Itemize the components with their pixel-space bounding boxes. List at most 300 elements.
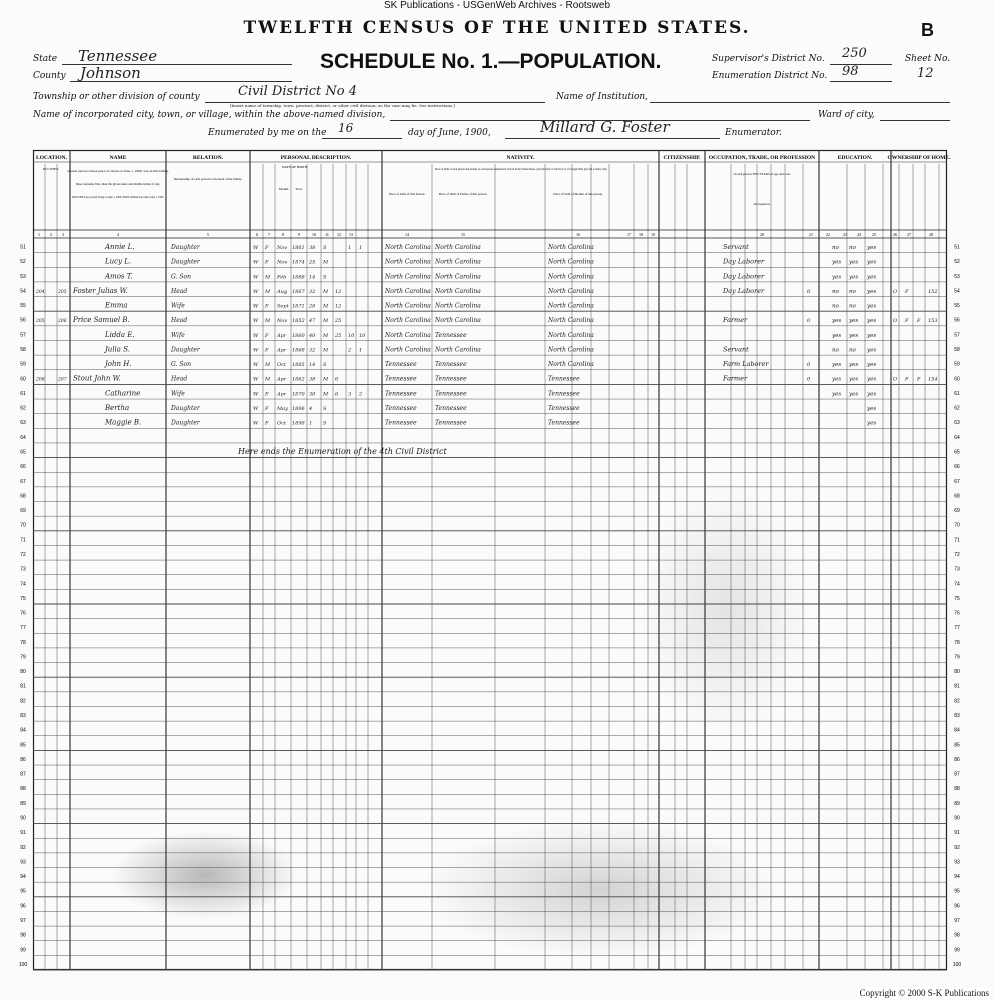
line-number-left: 59 xyxy=(20,361,26,368)
group-heading-relation: RELATION. xyxy=(192,155,224,161)
line-number-left: 55 xyxy=(20,303,26,310)
birth-year: 1871 xyxy=(292,303,305,310)
can-write: yes xyxy=(849,332,859,339)
marital-status: M xyxy=(323,376,329,383)
column-number: 23 xyxy=(843,232,847,237)
person-age: 32 xyxy=(309,288,316,295)
person-color: W xyxy=(253,362,259,369)
speaks-english: yes xyxy=(867,318,877,325)
enumerator-label: Enumerator. xyxy=(725,128,782,138)
person-name: Lidda E. xyxy=(105,330,135,339)
father-birth-place: Tennessee xyxy=(435,375,467,383)
ward-line xyxy=(880,120,950,121)
birth-month: Nov xyxy=(277,259,288,266)
column-number: 11 xyxy=(325,232,329,237)
family-number: 207 xyxy=(58,377,67,383)
children-living: 1 xyxy=(359,347,363,354)
line-number-left: 74 xyxy=(20,581,26,588)
dwelling-number: 206 xyxy=(36,377,45,383)
line-number-left: 100 xyxy=(18,961,28,968)
years-married: 25 xyxy=(335,332,342,339)
person-color: W xyxy=(253,288,259,295)
person-color: W xyxy=(253,347,259,354)
line-number-left: 78 xyxy=(20,639,26,646)
free-or-mortgaged: F xyxy=(905,376,909,383)
line-number-left: 90 xyxy=(20,815,26,822)
month-note: Month. xyxy=(278,187,290,191)
occupation: Farm Laborer xyxy=(723,360,769,369)
mother-birth-place: Tennessee xyxy=(548,419,580,427)
line-number-right: 92 xyxy=(954,844,960,851)
person-name: Lucy L. xyxy=(105,257,132,266)
can-write: yes xyxy=(849,362,859,369)
birth-year: 1885 xyxy=(292,362,305,369)
can-read: yes xyxy=(832,318,842,325)
line-number-left: 72 xyxy=(20,551,26,558)
line-number-right: 66 xyxy=(954,464,960,471)
column-number: 3 xyxy=(62,232,64,237)
group-heading-location: LOCATION. xyxy=(36,155,67,161)
line-number-right: 70 xyxy=(954,522,960,529)
years-married: 6 xyxy=(335,376,339,383)
in-cities-note: IN CITIES. xyxy=(42,167,60,171)
person-age: 1 xyxy=(309,420,313,427)
birth-place: North Carolina xyxy=(385,317,431,325)
person-name: Maggie B. xyxy=(105,418,142,427)
line-number-right: 85 xyxy=(954,742,960,749)
mother-birth-place: North Carolina xyxy=(548,287,594,295)
column-number: 8 xyxy=(282,232,284,237)
mother-of: 3 xyxy=(348,391,352,398)
mother-birth-place: North Carolina xyxy=(548,317,594,325)
enumerated-day: 16 xyxy=(338,121,354,135)
column-number: 10 xyxy=(312,232,316,237)
person-age: 38 xyxy=(309,244,316,251)
line-number-left: 91 xyxy=(20,830,26,837)
home-owned: O xyxy=(893,288,898,295)
person-name: Annie L. xyxy=(105,242,135,251)
line-number-right: 90 xyxy=(954,815,960,822)
line-number-left: 99 xyxy=(20,947,26,954)
birth-place: North Carolina xyxy=(385,258,431,266)
line-number-right: 58 xyxy=(954,347,960,354)
marital-status: M xyxy=(323,318,329,325)
line-number-right: 75 xyxy=(954,595,960,602)
line-number-right: 87 xyxy=(954,771,960,778)
birth-place: Tennessee xyxy=(385,390,417,398)
line-number-left: 85 xyxy=(20,742,26,749)
column-number: 26 xyxy=(893,232,897,237)
person-sex: F xyxy=(265,347,269,354)
free-or-mortgaged: F xyxy=(905,288,909,295)
column-number: 16 xyxy=(576,232,580,237)
person-relation: Wife xyxy=(171,390,185,398)
day-line xyxy=(322,138,402,139)
line-number-left: 92 xyxy=(20,844,26,851)
father-birth-place: Tennessee xyxy=(435,405,467,413)
person-age: 38 xyxy=(309,376,316,383)
line-number-left: 83 xyxy=(20,713,26,720)
line-number-right: 93 xyxy=(954,859,960,866)
line-number-left: 58 xyxy=(20,347,26,354)
marital-status: M xyxy=(323,288,329,295)
line-number-left: 56 xyxy=(20,317,26,324)
line-number-right: 63 xyxy=(954,420,960,427)
column-number: 5 xyxy=(207,232,209,237)
line-number-right: 62 xyxy=(954,405,960,412)
mother-birth-place: Tennessee xyxy=(548,405,580,413)
mother-birth-place: North Carolina xyxy=(548,243,594,251)
person-name: Foster Julias W. xyxy=(73,286,128,295)
birth-year: 1868 xyxy=(292,347,305,354)
birth-father-note: Place of birth of Father of this person. xyxy=(438,192,488,196)
farm-schedule: 154 xyxy=(928,376,938,383)
months-unemployed: 0 xyxy=(807,288,811,295)
line-number-right: 82 xyxy=(954,698,960,705)
person-sex: M xyxy=(265,288,271,295)
person-color: W xyxy=(253,274,259,281)
line-number-right: 57 xyxy=(954,332,960,339)
water-stain-2 xyxy=(420,820,780,960)
can-read: yes xyxy=(832,362,842,369)
sheet-letter: B xyxy=(921,20,934,40)
line-number-right: 68 xyxy=(954,493,960,500)
birth-month: May xyxy=(277,406,288,413)
line-number-left: 57 xyxy=(20,332,26,339)
person-age: 4 xyxy=(309,406,313,413)
state-label: State xyxy=(33,54,58,64)
person-sex: F xyxy=(265,303,269,310)
person-age: 32 xyxy=(309,347,316,354)
column-number: 20 xyxy=(760,232,764,237)
line-number-right: 99 xyxy=(954,947,960,954)
birth-month: Apr xyxy=(277,376,287,383)
county-value: Johnson xyxy=(80,64,141,82)
father-birth-place: North Carolina xyxy=(435,302,481,310)
census-title: TWELFTH CENSUS OF THE UNITED STATES. xyxy=(243,18,751,38)
line-number-left: 64 xyxy=(20,434,26,441)
birth-month: Oct xyxy=(277,362,286,369)
line-number-right: 88 xyxy=(954,786,960,793)
person-color: W xyxy=(253,420,259,427)
person-relation: Head xyxy=(171,375,188,383)
line-number-left: 87 xyxy=(20,771,26,778)
mother-birth-place: North Carolina xyxy=(548,273,594,281)
township-label: Township or other division of county xyxy=(33,92,200,102)
can-read: no xyxy=(832,347,839,354)
farm-schedule: 152 xyxy=(928,288,938,295)
person-color: W xyxy=(253,318,259,325)
mother-birth-place: North Carolina xyxy=(548,346,594,354)
birth-place: North Carolina xyxy=(385,273,431,281)
marital-status: S xyxy=(323,362,327,369)
line-number-right: 59 xyxy=(954,361,960,368)
family-number: 205 xyxy=(58,289,67,295)
person-color: W xyxy=(253,406,259,413)
column-number: 2 xyxy=(50,232,52,237)
father-birth-place: North Carolina xyxy=(435,317,481,325)
children-living: 2 xyxy=(359,391,363,398)
enumeration-line xyxy=(830,81,892,82)
speaks-english: yes xyxy=(867,259,877,266)
sheet-label: Sheet No. xyxy=(905,54,951,64)
birth-month: Nov xyxy=(277,244,288,251)
line-number-right: 54 xyxy=(954,288,960,295)
person-color: W xyxy=(253,332,259,339)
person-relation: Daughter xyxy=(171,243,200,251)
group-heading-nativity: NATIVITY. xyxy=(506,155,535,161)
line-number-left: 77 xyxy=(20,625,26,632)
father-birth-place: North Carolina xyxy=(435,243,481,251)
speaks-english: yes xyxy=(867,362,877,369)
enumerator-line xyxy=(505,138,720,139)
birth-place: Tennessee xyxy=(385,405,417,413)
speaks-english: yes xyxy=(867,406,877,413)
line-number-right: 55 xyxy=(954,303,960,310)
birth-month: Sept xyxy=(277,303,289,310)
enumeration-value: 98 xyxy=(842,64,859,79)
line-number-left: 84 xyxy=(20,727,26,734)
person-relation: Head xyxy=(171,287,188,295)
water-stain-3 xyxy=(640,480,810,740)
enumerator-name: Millard G. Foster xyxy=(540,118,670,136)
family-number: 206 xyxy=(58,319,67,325)
column-number: 13 xyxy=(349,232,353,237)
mother-of: 1 xyxy=(348,244,352,251)
marital-status: S xyxy=(323,274,327,281)
person-name: Amos T. xyxy=(105,272,133,281)
archive-banner: SK Publications - USGenWeb Archives - Rootsweb xyxy=(383,0,611,11)
group-heading-name: NAME xyxy=(109,155,127,161)
can-read: no xyxy=(832,244,839,251)
person-age: 40 xyxy=(309,332,316,339)
occupation: Day Laborer xyxy=(723,272,765,281)
birth-year: 1860 xyxy=(292,332,305,339)
supervisor-label: Supervisor's District No. xyxy=(712,54,825,64)
line-number-left: 95 xyxy=(20,888,26,895)
dwelling-number: 204 xyxy=(36,289,45,295)
can-write: no xyxy=(849,303,856,310)
can-write: no xyxy=(849,244,856,251)
group-heading-ownership: OWNERSHIP OF HOME. xyxy=(887,155,951,161)
line-number-right: 81 xyxy=(954,683,960,690)
line-number-right: 78 xyxy=(954,639,960,646)
person-sex: F xyxy=(265,332,269,339)
column-number: 1 xyxy=(38,232,40,237)
line-number-right: 98 xyxy=(954,932,960,939)
marital-status: S xyxy=(323,420,327,427)
person-relation: Head xyxy=(171,317,188,325)
speaks-english: yes xyxy=(867,376,877,383)
person-relation: Wife xyxy=(171,302,185,310)
line-number-left: 67 xyxy=(20,478,26,485)
mother-birth-place: North Carolina xyxy=(548,302,594,310)
can-read: yes xyxy=(832,391,842,398)
can-write: yes xyxy=(849,259,859,266)
person-age: 28 xyxy=(309,303,316,310)
birth-place: Tennessee xyxy=(385,419,417,427)
person-sex: M xyxy=(265,362,271,369)
person-relation: Wife xyxy=(171,331,185,339)
speaks-english: yes xyxy=(867,303,877,310)
line-number-left: 68 xyxy=(20,493,26,500)
person-color: W xyxy=(253,376,259,383)
line-number-left: 53 xyxy=(20,273,26,280)
years-married: 6 xyxy=(335,391,339,398)
column-number: 19 xyxy=(651,232,655,237)
line-number-right: 86 xyxy=(954,756,960,763)
birth-person-note: Place of birth of this Person. xyxy=(388,192,426,196)
line-number-right: 74 xyxy=(954,581,960,588)
birth-place: North Carolina xyxy=(385,287,431,295)
birth-month: Oct xyxy=(277,420,286,427)
group-heading-personal: PERSONAL DESCRIPTION. xyxy=(280,155,352,161)
mother-of: 2 xyxy=(348,347,352,354)
can-write: no xyxy=(849,288,856,295)
column-number: 4 xyxy=(117,232,119,237)
can-write: yes xyxy=(849,274,859,281)
mother-birth-place: North Carolina xyxy=(548,361,594,369)
marital-status: M xyxy=(323,391,329,398)
birth-place: Tennessee xyxy=(385,361,417,369)
line-number-left: 73 xyxy=(20,566,26,573)
line-number-left: 98 xyxy=(20,932,26,939)
person-name: Emma xyxy=(105,301,128,310)
county-label: County xyxy=(33,71,66,81)
speaks-english: yes xyxy=(867,420,877,427)
line-number-left: 94 xyxy=(20,874,26,881)
ward-label: Ward of city, xyxy=(818,110,875,120)
farm-or-house: F xyxy=(917,318,921,325)
occupation-sub-note: Occupation. xyxy=(753,202,771,206)
line-number-right: 52 xyxy=(954,259,960,266)
line-number-right: 65 xyxy=(954,449,960,456)
months-unemployed: 0 xyxy=(807,362,811,369)
years-married: 25 xyxy=(335,318,342,325)
township-note: [Insert name of township, town, precinct, district, or other civil division, as the case may be. See instructions.] xyxy=(230,103,455,108)
birth-year: 1886 xyxy=(292,274,305,281)
speaks-english: yes xyxy=(867,274,877,281)
enumeration-label: Enumeration District No. xyxy=(712,71,828,81)
birth-month: Apr xyxy=(277,332,287,339)
father-birth-place: Tennessee xyxy=(435,419,467,427)
line-number-left: 76 xyxy=(20,610,26,617)
line-number-left: 97 xyxy=(20,917,26,924)
mother-of: 10 xyxy=(348,332,355,339)
institution-line xyxy=(650,102,950,103)
marital-status: M xyxy=(323,259,329,266)
group-heading-education: EDUCATION. xyxy=(837,155,873,161)
birth-month: Aug xyxy=(277,288,288,295)
can-write: yes xyxy=(849,376,859,383)
line-number-right: 64 xyxy=(954,434,960,441)
mother-birth-place: North Carolina xyxy=(548,331,594,339)
line-number-right: 80 xyxy=(954,669,960,676)
line-number-right: 89 xyxy=(954,800,960,807)
line-number-right: 67 xyxy=(954,478,960,485)
line-number-left: 82 xyxy=(20,698,26,705)
closing-note: Here ends the Enumeration of the 4th Civil District xyxy=(238,446,447,456)
line-number-right: 79 xyxy=(954,654,960,661)
column-number: 28 xyxy=(929,232,933,237)
marital-status: S xyxy=(323,406,327,413)
can-read: no xyxy=(832,303,839,310)
line-number-right: 83 xyxy=(954,713,960,720)
mother-birth-place: North Carolina xyxy=(548,258,594,266)
person-sex: F xyxy=(265,391,269,398)
line-number-right: 61 xyxy=(954,390,960,397)
person-relation: G. Son xyxy=(171,273,191,281)
incorporated-label: Name of incorporated city, town, or village, within the above-named division, xyxy=(33,110,386,120)
line-number-right: 60 xyxy=(954,376,960,383)
occupation-desc-note: of each person TEN YEARS of age and over. xyxy=(733,172,791,176)
speaks-english: yes xyxy=(867,391,877,398)
person-relation: G. Son xyxy=(171,361,191,369)
column-number: 25 xyxy=(872,232,876,237)
father-birth-place: North Carolina xyxy=(435,258,481,266)
months-unemployed: 0 xyxy=(807,376,811,383)
person-relation: Daughter xyxy=(171,405,200,413)
person-name: Julia S. xyxy=(105,345,130,354)
birth-place: North Carolina xyxy=(385,302,431,310)
marital-status: S xyxy=(323,244,327,251)
birth-place: North Carolina xyxy=(385,331,431,339)
speaks-english: yes xyxy=(867,332,877,339)
line-number-right: 51 xyxy=(954,244,960,251)
line-number-right: 95 xyxy=(954,888,960,895)
line-number-left: 70 xyxy=(20,522,26,529)
person-color: W xyxy=(253,244,259,251)
group-heading-citizenship: CITIZENSHIP. xyxy=(663,155,701,161)
line-number-left: 51 xyxy=(20,244,26,251)
dob-note: DATE OF BIRTH. xyxy=(281,165,309,169)
birth-place: Tennessee xyxy=(385,375,417,383)
person-sex: M xyxy=(265,376,271,383)
birth-year: 1896 xyxy=(292,406,305,413)
birth-month: Nov xyxy=(277,318,288,325)
farm-or-house: F xyxy=(917,376,921,383)
birth-month: Apr xyxy=(277,347,287,354)
column-number: 9 xyxy=(298,232,300,237)
line-number-left: 61 xyxy=(20,390,26,397)
marital-status: M xyxy=(323,347,329,354)
can-read: no xyxy=(832,288,839,295)
can-read: yes xyxy=(832,332,842,339)
line-number-right: 73 xyxy=(954,566,960,573)
year-note: Year. xyxy=(295,187,303,191)
birth-year: 1874 xyxy=(292,259,305,266)
person-sex: F xyxy=(265,420,269,427)
person-name: John H. xyxy=(105,360,132,369)
line-number-left: 60 xyxy=(20,376,26,383)
column-number: 21 xyxy=(809,232,813,237)
father-birth-place: North Carolina xyxy=(435,287,481,295)
person-age: 47 xyxy=(309,318,316,325)
dwelling-number: 205 xyxy=(36,319,45,325)
father-birth-place: Tennessee xyxy=(435,331,467,339)
line-number-right: 97 xyxy=(954,917,960,924)
township-value: Civil District No 4 xyxy=(238,84,357,99)
line-number-right: 53 xyxy=(954,273,960,280)
line-number-left: 69 xyxy=(20,508,26,515)
line-number-left: 81 xyxy=(20,683,26,690)
person-color: W xyxy=(253,391,259,398)
children-living: 10 xyxy=(359,332,366,339)
line-number-left: 54 xyxy=(20,288,26,295)
column-number: 22 xyxy=(826,232,830,237)
line-number-right: 100 xyxy=(952,961,962,968)
father-birth-place: Tennessee xyxy=(435,361,467,369)
